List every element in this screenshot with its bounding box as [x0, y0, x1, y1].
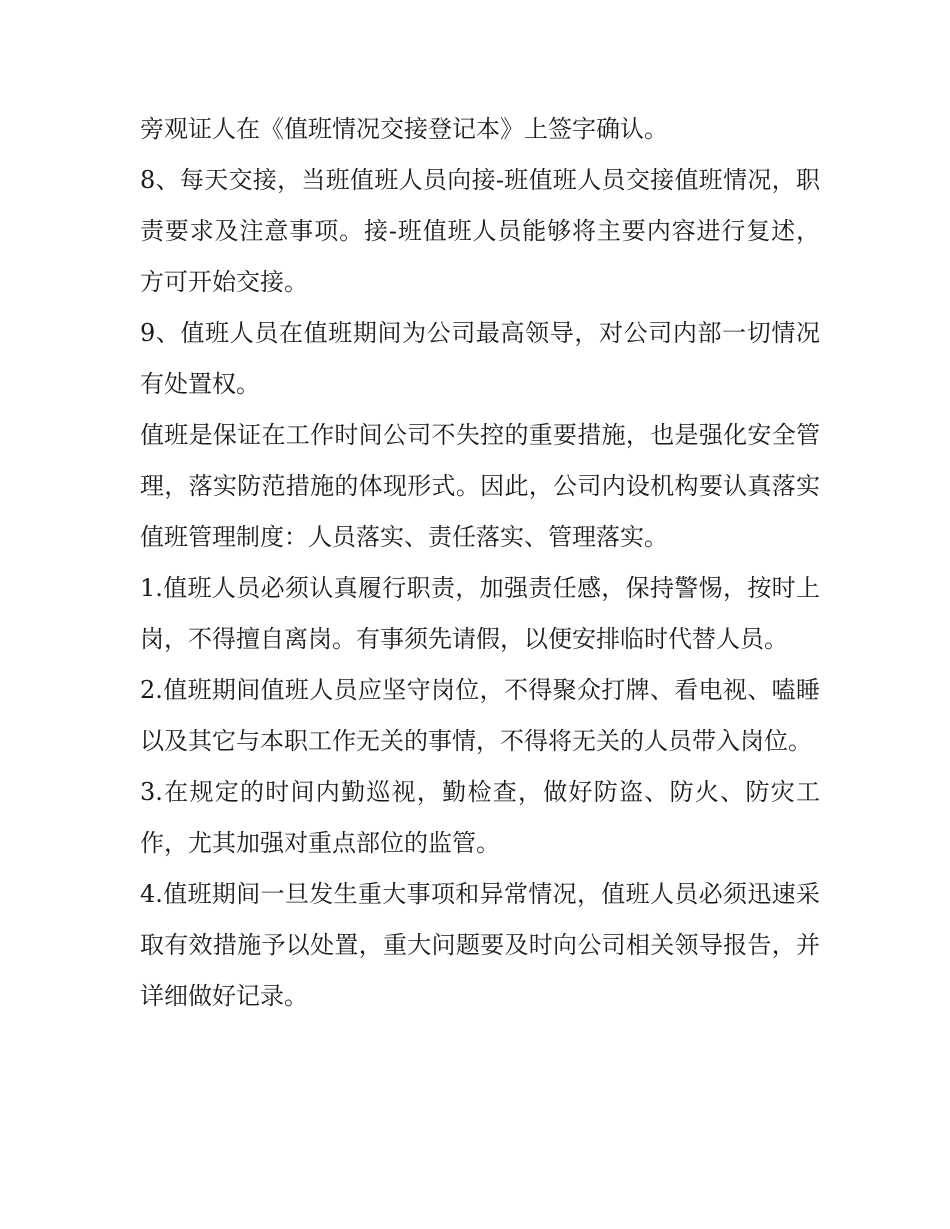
paragraph-duty-intro: 值班是保证在工作时间公司不失控的重要措施，也是强化安全管理，落实防范措施的体现形式。因此，公司内设机构要认真落实值班管理制度：人员落实、责任落实、管理落实。 — [140, 421, 820, 551]
paragraph-rule-4: 4.值班期间一旦发生重大事项和异常情况，值班人员必须迅速采取有效措施予以处置，重大问题要及时向公司相关领导报告，并详细做好记录。 — [140, 880, 820, 1010]
paragraph-rule-1: 1.值班人员必须认真履行职责，加强责任感，保持警惕，按时上岗，不得擅自离岗。有事须先请假，以便安排临时代替人员。 — [140, 574, 820, 653]
paragraph-item-8: 8、每天交接，当班值班人员向接-班值班人员交接值班情况，职责要求及注意事项。接-班值班人员能够将主要内容进行复述，方可开始交接。 — [140, 166, 820, 296]
paragraph-rule-2: 2.值班期间值班人员应坚守岗位，不得聚众打牌、看电视、嗑睡以及其它与本职工作无关的事情，不得将无关的人员带入岗位。 — [140, 676, 820, 755]
paragraph-item-9: 9、值班人员在值班期间为公司最高领导，对公司内部一切情况有处置权。 — [140, 319, 820, 398]
paragraph-rule-3: 3.在规定的时间内勤巡视，勤检查，做好防盗、防火、防灾工作，尤其加强对重点部位的监管。 — [140, 778, 820, 857]
paragraph-witness-sign: 旁观证人在《值班情况交接登记本》上签字确认。 — [140, 115, 668, 143]
document-body — [140, 104, 820, 1022]
